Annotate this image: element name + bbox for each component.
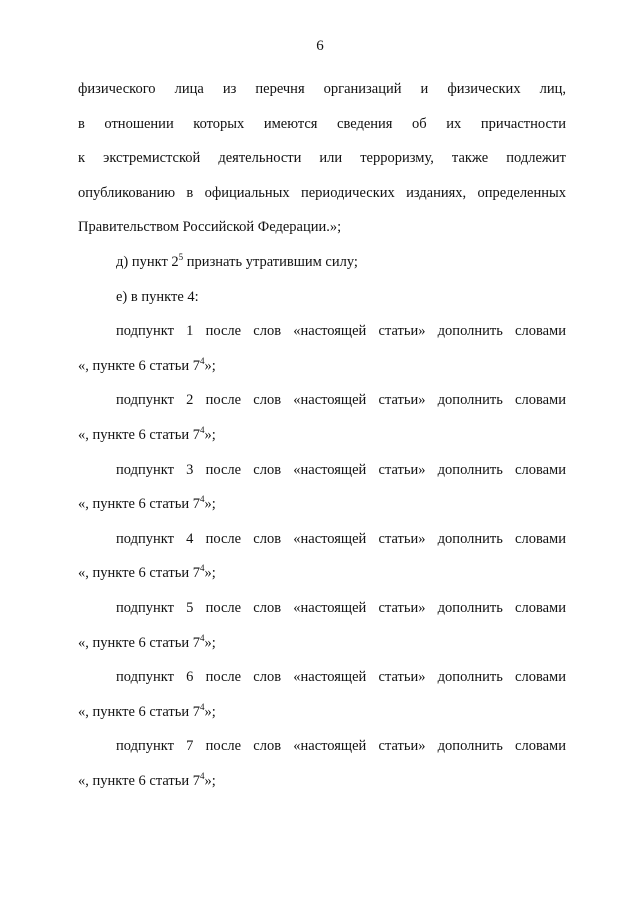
subitem-line-2-prefix: «, пункте 6 статьи 7 <box>78 772 200 789</box>
item-d-prefix: д) пункт 2 <box>116 253 179 270</box>
document-body <box>78 72 566 798</box>
subitem-line-1: подпункт 2 после слов «настоящей статьи» дополнить словами <box>116 392 566 409</box>
subitem-line-2 <box>78 626 566 661</box>
subitem-line-2-suffix: »; <box>204 703 216 720</box>
subitem-line-1: подпункт 3 после слов «настоящей статьи» дополнить словами <box>116 461 566 478</box>
intro-line-1: физического лица из перечня организаций и физических лиц, <box>78 81 566 97</box>
intro-line-3: к экстремистской деятельности или терроризму, также подлежит <box>78 150 566 167</box>
subitem-line-1: подпункт 1 после слов «настоящей статьи» дополнить словами <box>116 323 566 340</box>
intro-line-4: опубликованию в официальных периодических изданиях, определенных <box>78 184 566 201</box>
subitem-line-2-suffix: »; <box>204 634 216 651</box>
subitem-superscript: 4 <box>200 563 205 574</box>
subitem-line-2 <box>78 487 566 522</box>
subitem-line-2-prefix: «, пункте 6 статьи 7 <box>78 357 200 374</box>
subitem-line-2 <box>78 349 566 384</box>
subitem-list <box>78 314 566 798</box>
intro-line-2: в отношении которых имеются сведения об их причастности <box>78 115 566 132</box>
item-d-superscript: 5 <box>178 252 184 263</box>
subitem-superscript: 4 <box>200 494 205 505</box>
item-e: е) в пункте 4: <box>116 288 199 305</box>
subitem-line-2-suffix: »; <box>204 772 216 789</box>
subitem-superscript: 4 <box>200 632 205 643</box>
subitem-superscript: 4 <box>200 701 205 712</box>
subitem-line-2-suffix: »; <box>204 496 216 513</box>
subitem-superscript: 4 <box>200 425 205 436</box>
item-d-suffix: признать утратившим силу; <box>183 253 358 270</box>
subitem-line-2-suffix: »; <box>204 426 216 443</box>
intro-line-5: Правительством Российской Федерации.»; <box>78 219 342 236</box>
subitem-line-2 <box>78 764 566 799</box>
subitem-line-2 <box>78 695 566 730</box>
subitem-line-1: подпункт 6 после слов «настоящей статьи» дополнить словами <box>116 669 566 686</box>
subitem-superscript: 4 <box>200 355 205 366</box>
subitem-line-2-prefix: «, пункте 6 статьи 7 <box>78 634 200 651</box>
subitem-line-2-suffix: »; <box>204 565 216 582</box>
page-number: 6 <box>316 38 324 54</box>
subitem-line-2-suffix: »; <box>204 357 216 374</box>
subitem-line-2-prefix: «, пункте 6 статьи 7 <box>78 426 200 443</box>
subitem-line-2-prefix: «, пункте 6 статьи 7 <box>78 496 200 513</box>
subitem-line-1: подпункт 7 после слов «настоящей статьи» дополнить словами <box>116 738 566 755</box>
subitem-line-2 <box>78 556 566 591</box>
subitem-line-1: подпункт 4 после слов «настоящей статьи» дополнить словами <box>116 530 566 547</box>
subitem-line-2-prefix: «, пункте 6 статьи 7 <box>78 703 200 720</box>
item-d <box>78 245 566 280</box>
subitem-line-1: подпункт 5 после слов «настоящей статьи» дополнить словами <box>116 599 566 616</box>
subitem-superscript: 4 <box>200 771 205 782</box>
subitem-line-2-prefix: «, пункте 6 статьи 7 <box>78 565 200 582</box>
subitem-line-2 <box>78 418 566 453</box>
